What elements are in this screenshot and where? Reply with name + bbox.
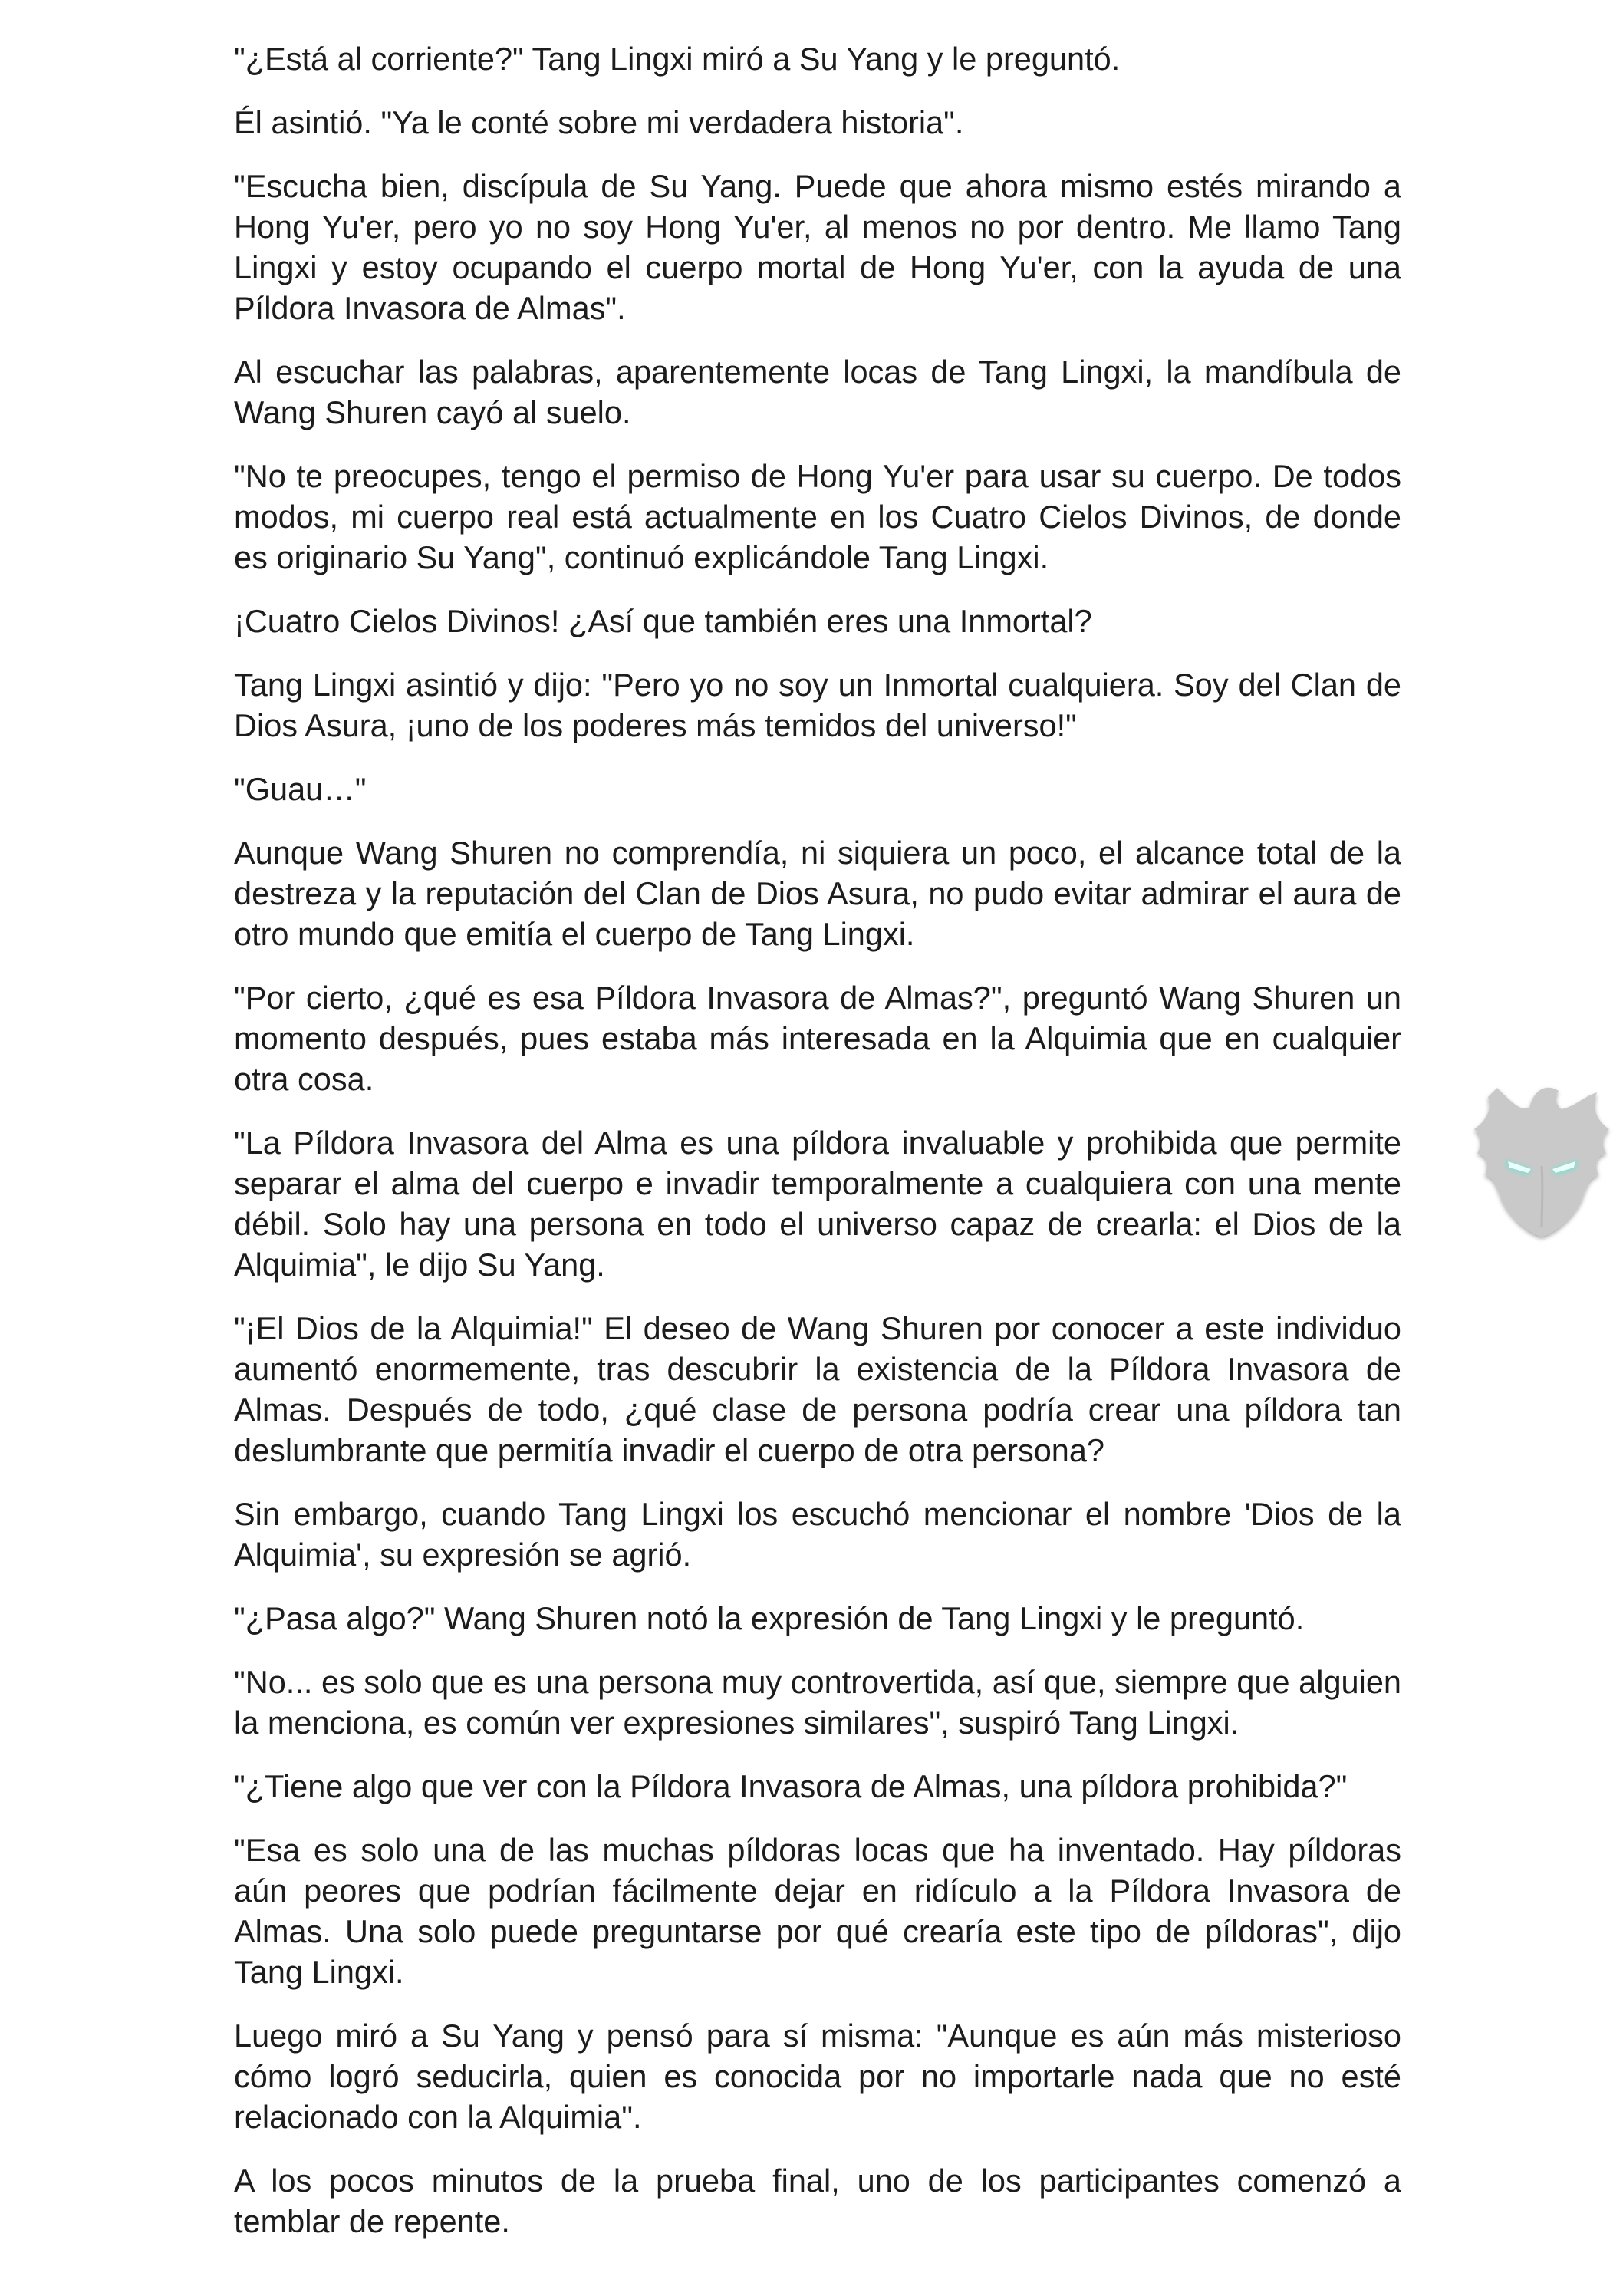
paragraph-9: Aunque Wang Shuren no comprendía, ni siquiera un poco, el alcance total de la destreza y la reputación del Clan de Dios Asura, no pudo evitar admirar el aura de otro mundo que emitía el cuerpo de Tang Lingxi. xyxy=(234,835,1401,952)
paragraph-7: Tang Lingxi asintió y dijo: "Pero yo no soy un Inmortal cualquiera. Soy del Clan de Dios Asura, ¡uno de los poderes más temidos del universo!" xyxy=(234,667,1401,743)
paragraph-1: "¿Está al corriente?" Tang Lingxi miró a Su Yang y le preguntó. xyxy=(234,41,1121,77)
paragraph-17: "Esa es solo una de las muchas píldoras locas que ha inventado. Hay píldoras aún peores que podrían fácilmente dejar en ridículo a la Píldora Invasora de Almas. Una solo puede preguntarse por qué crearía este tipo de píldoras", dijo Tang Lingxi. xyxy=(234,1832,1401,1990)
paragraph-14: "¿Pasa algo?" Wang Shuren notó la expresión de Tang Lingxi y le preguntó. xyxy=(234,1600,1305,1636)
text-body xyxy=(234,38,1401,2242)
paragraph-8: "Guau…" xyxy=(234,771,367,807)
paragraph-16: "¿Tiene algo que ver con la Píldora Invasora de Almas, una píldora prohibida?" xyxy=(234,1768,1348,1804)
paragraph-2: Él asintió. "Ya le conté sobre mi verdadera historia". xyxy=(234,104,964,140)
paragraph-10: "Por cierto, ¿qué es esa Píldora Invasora de Almas?", preguntó Wang Shuren un momento después, pues estaba más interesada en la Alquimia que en cualquier otra cosa. xyxy=(234,980,1401,1097)
paragraph-3: "Escucha bien, discípula de Su Yang. Puede que ahora mismo estés mirando a Hong Yu'er, pero yo no soy Hong Yu'er, al menos no por dentro. Me llamo Tang Lingxi y estoy ocupando el cuerpo mortal de Hong Yu'er, con la ayuda de una Píldora Invasora de Almas". xyxy=(234,168,1401,326)
paragraph-15: "No... es solo que es una persona muy controvertida, así que, siempre que alguien la menciona, es común ver expresiones similares", suspiró Tang Lingxi. xyxy=(234,1664,1401,1741)
paragraph-5: "No te preocupes, tengo el permiso de Hong Yu'er para usar su cuerpo. De todos modos, mi cuerpo real está actualmente en los Cuatro Cielos Divinos, de donde es originario Su Yang", continuó explicándole Tang Lingxi. xyxy=(234,458,1401,575)
paragraph-19: A los pocos minutos de la prueba final, uno de los participantes comenzó a temblar de repente. xyxy=(234,2163,1401,2239)
paragraph-11: "La Píldora Invasora del Alma es una píldora invaluable y prohibida que permite separar el alma del cuerpo e invadir temporalmente a cualquiera con una mente débil. Solo hay una persona en todo el universo capaz de crearla: el Dios de la Alquimia", le dijo Su Yang. xyxy=(234,1125,1401,1283)
paragraph-12: "¡El Dios de la Alquimia!" El deseo de Wang Shuren por conocer a este individuo aumentó enormemente, tras descubrir la existencia de la Píldora Invasora de Almas. Después de todo, ¿qué clase de persona podría crear una píldora tan deslumbrante que permitía invadir el cuerpo de otra persona? xyxy=(234,1310,1401,1468)
paragraph-13: Sin embargo, cuando Tang Lingxi los escuchó mencionar el nombre 'Dios de la Alquimia', su expresión se agrió. xyxy=(234,1496,1401,1573)
paragraph-6: ¡Cuatro Cielos Divinos! ¿Así que también eres una Inmortal? xyxy=(234,603,1092,639)
paragraph-4: Al escuchar las palabras, aparentemente locas de Tang Lingxi, la mandíbula de Wang Shuren cayó al suelo. xyxy=(234,354,1401,430)
paragraph-18: Luego miró a Su Yang y pensó para sí misma: "Aunque es aún más misterioso cómo logró seducirla, quien es conocida por no importarle nada que no esté relacionado con la Alquimia". xyxy=(234,2018,1401,2135)
demon-head-icon xyxy=(1467,1074,1617,1243)
